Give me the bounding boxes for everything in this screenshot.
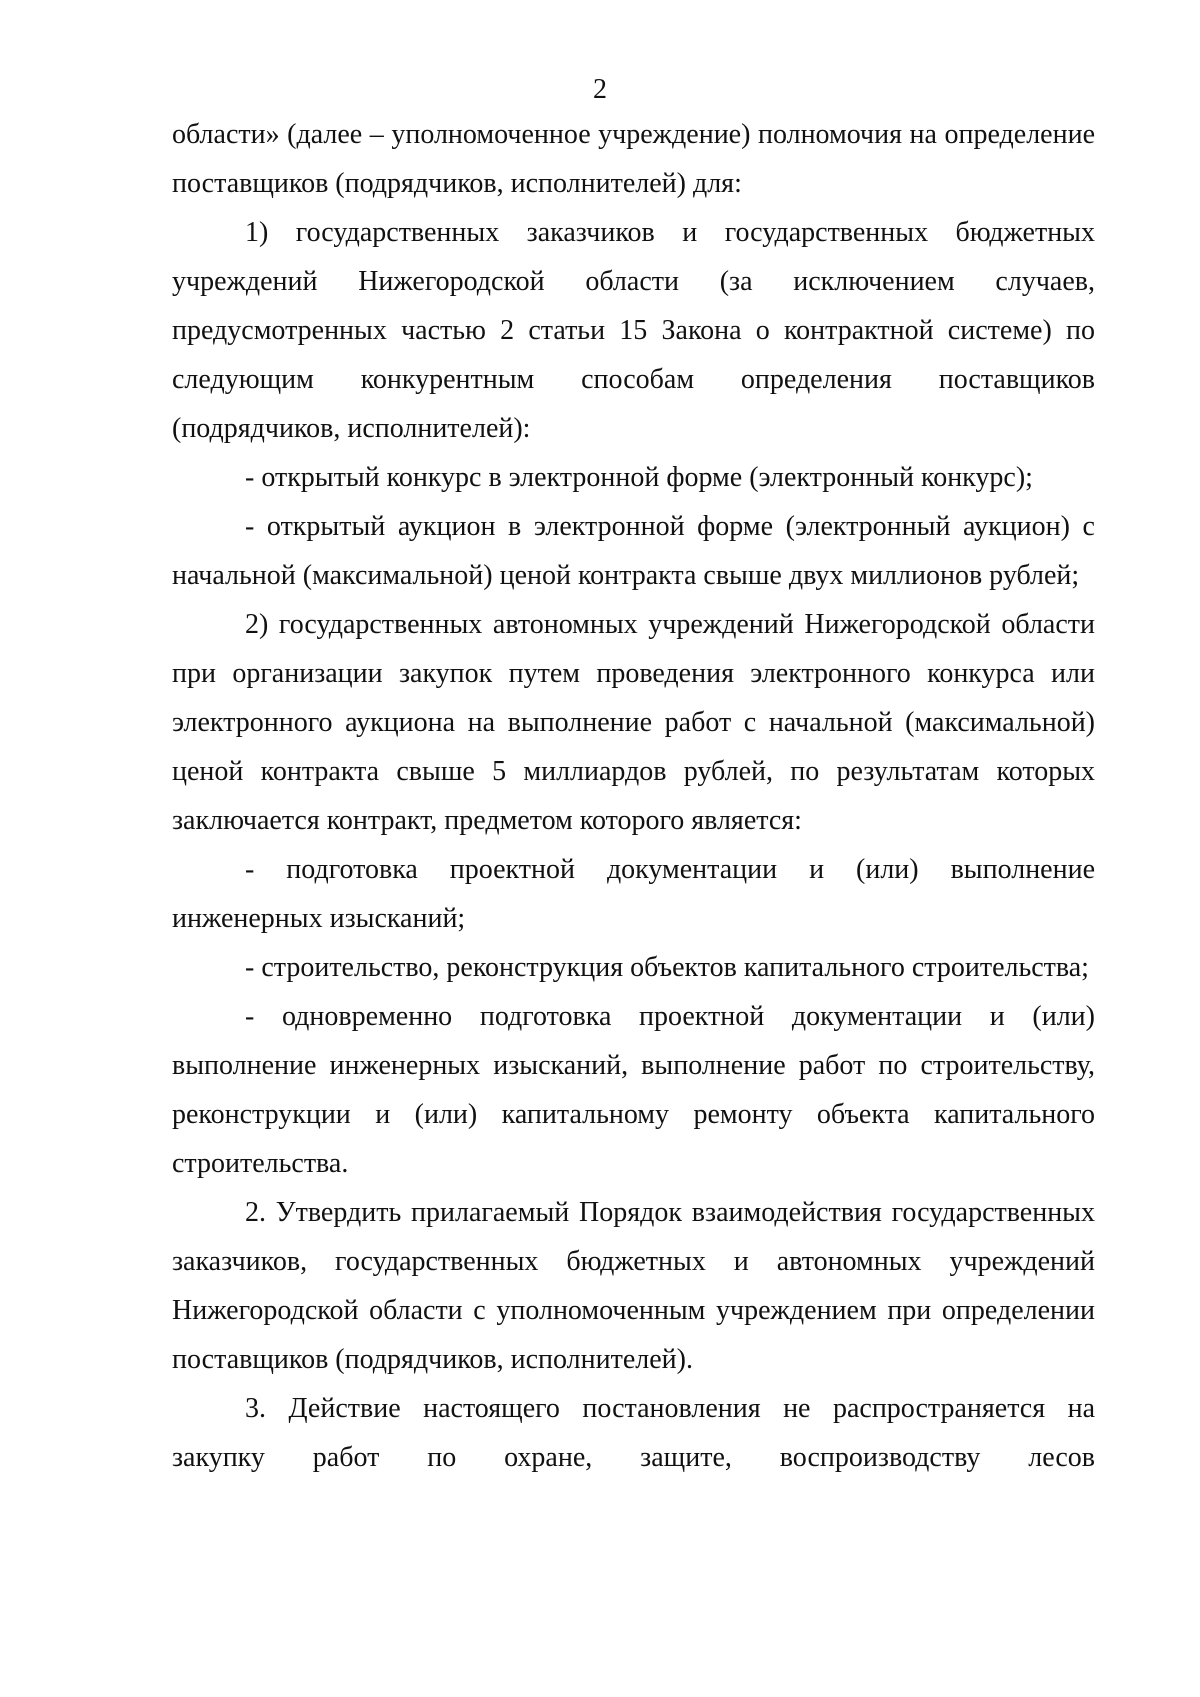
paragraph-design-documentation: - подготовка проектной документации и (или) выполнение инженерных изысканий; <box>172 854 1095 934</box>
paragraph-section-2-approval: 2. Утвердить прилагаемый Порядок взаимодействия государственных заказчиков, государственных бюджетных и автономных учреждений Нижегородской области с уполномоченным учреждением при определении поставщиков (подрядчиков, исполнителей). <box>172 1197 1095 1375</box>
paragraph-open-auction: - открытый аукцион в электронной форме (электронный аукцион) с начальной (максимальной) ценой контракта свыше двух миллионов рублей; <box>172 511 1095 591</box>
paragraph-section-3-exclusion: 3. Действие настоящего постановления не распространяется на закупку работ по охране, защите, воспроизводству лесов <box>172 1393 1095 1473</box>
paragraph-open-tender: - открытый конкурс в электронной форме (электронный конкурс); <box>245 462 1033 493</box>
paragraph-authority-continuation: области» (далее – уполномоченное учреждение) полномочия на определение поставщиков (подрядчиков, исполнителей) для: <box>172 119 1095 199</box>
document-body <box>172 110 1095 1482</box>
paragraph-item-1-customers: 1) государственных заказчиков и государственных бюджетных учреждений Нижегородской области (за исключением случаев, предусмотренных частью 2 статьи 15 Закона о контрактной системе) по следующим конкурентным способам определения поставщиков (подрядчиков, исполнителей): <box>172 217 1095 444</box>
paragraph-item-2-autonomous-institutions: 2) государственных автономных учреждений Нижегородской области при организации закупок путем проведения электронного конкурса или электронного аукциона на выполнение работ с начальной (максимальной) ценой контракта свыше 5 миллиардов рублей, по результатам которых заключается контракт, предметом которого является: <box>172 609 1095 836</box>
paragraph-simultaneous-works: - одновременно подготовка проектной документации и (или) выполнение инженерных изысканий, выполнение работ по строительству, реконструкции и (или) капитальному ремонту объекта капитального строительства. <box>172 1001 1095 1179</box>
page-number: 2 <box>593 74 607 105</box>
paragraph-construction: - строительство, реконструкция объектов капитального строительства; <box>245 952 1089 983</box>
